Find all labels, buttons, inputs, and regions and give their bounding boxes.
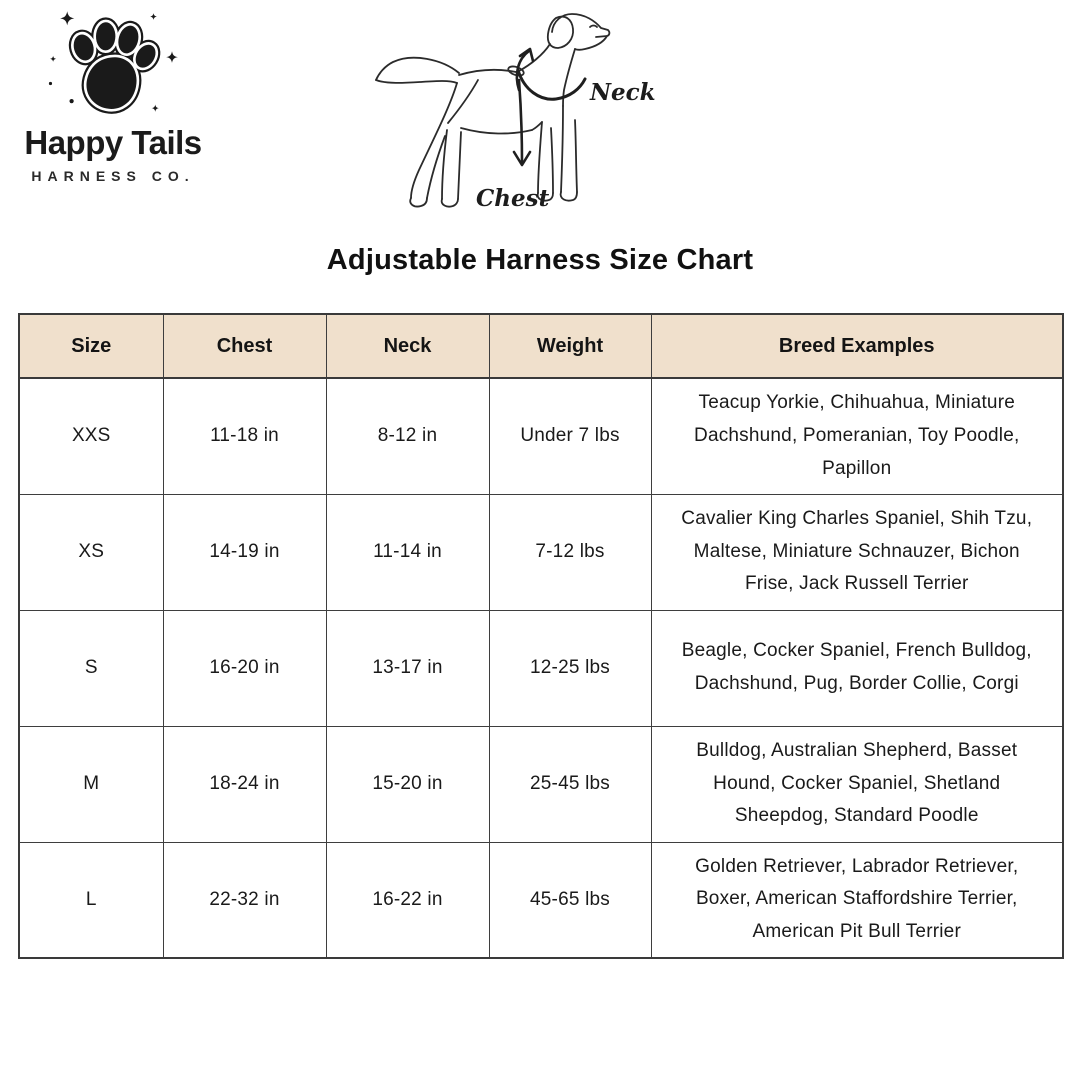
neck-cell: 11-14 in	[326, 494, 489, 610]
chest-cell: 22-32 in	[163, 842, 326, 958]
size-cell: S	[19, 610, 163, 726]
chest-label: Chest	[476, 185, 550, 212]
weight-cell: 7-12 lbs	[489, 494, 651, 610]
page-title: Adjustable Harness Size Chart	[326, 244, 754, 276]
col-header-chest: Chest	[163, 314, 326, 378]
size-cell: XS	[19, 494, 163, 610]
table-row	[19, 610, 1063, 726]
chest-arrow	[519, 80, 522, 162]
neck-cell: 15-20 in	[326, 726, 489, 842]
breeds-cell: Beagle, Cocker Spaniel, French Bulldog, Dachshund, Pug, Border Collie, Corgi	[651, 610, 1063, 726]
col-header-weight: Weight	[489, 314, 651, 378]
col-header-breeds: Breed Examples	[651, 314, 1063, 378]
brand-name: Happy Tails	[24, 124, 202, 161]
dog-measurement-diagram	[356, 2, 704, 224]
table-row	[19, 378, 1063, 494]
size-cell: L	[19, 842, 163, 958]
neck-cell: 13-17 in	[326, 610, 489, 726]
weight-cell: 12-25 lbs	[489, 610, 651, 726]
chest-cell: 18-24 in	[163, 726, 326, 842]
neck-label: Neck	[590, 79, 656, 106]
chest-cell: 16-20 in	[163, 610, 326, 726]
weight-cell: 45-65 lbs	[489, 842, 651, 958]
size-cell: M	[19, 726, 163, 842]
breeds-cell: Golden Retriever, Labrador Retriever, Boxer, American Staffordshire Terrier, American Pit Bull Terrier	[651, 842, 1063, 958]
table-row	[19, 726, 1063, 842]
table-row	[19, 842, 1063, 958]
brand-subtitle: HARNESS CO.	[31, 168, 195, 184]
size-chart-table	[18, 313, 1064, 959]
neck-cell: 16-22 in	[326, 842, 489, 958]
neck-cell: 8-12 in	[326, 378, 489, 494]
header-row	[19, 314, 1063, 378]
table-row	[19, 494, 1063, 610]
dog-line-art	[356, 2, 704, 224]
breeds-cell: Bulldog, Australian Shepherd, Basset Hound, Cocker Spaniel, Shetland Sheepdog, Standard Poodle	[651, 726, 1063, 842]
weight-cell: Under 7 lbs	[489, 378, 651, 494]
paw-print-icon	[38, 6, 188, 124]
breeds-cell: Teacup Yorkie, Chihuahua, Miniature Dachshund, Pomeranian, Toy Poodle, Papillon	[651, 378, 1063, 494]
col-header-size: Size	[19, 314, 163, 378]
chest-cell: 11-18 in	[163, 378, 326, 494]
breeds-cell: Cavalier King Charles Spaniel, Shih Tzu, Maltese, Miniature Schnauzer, Bichon Frise, Jack Russell Terrier	[651, 494, 1063, 610]
chest-cell: 14-19 in	[163, 494, 326, 610]
col-header-neck: Neck	[326, 314, 489, 378]
weight-cell: 25-45 lbs	[489, 726, 651, 842]
brand-logo	[8, 6, 218, 184]
size-cell: XXS	[19, 378, 163, 494]
